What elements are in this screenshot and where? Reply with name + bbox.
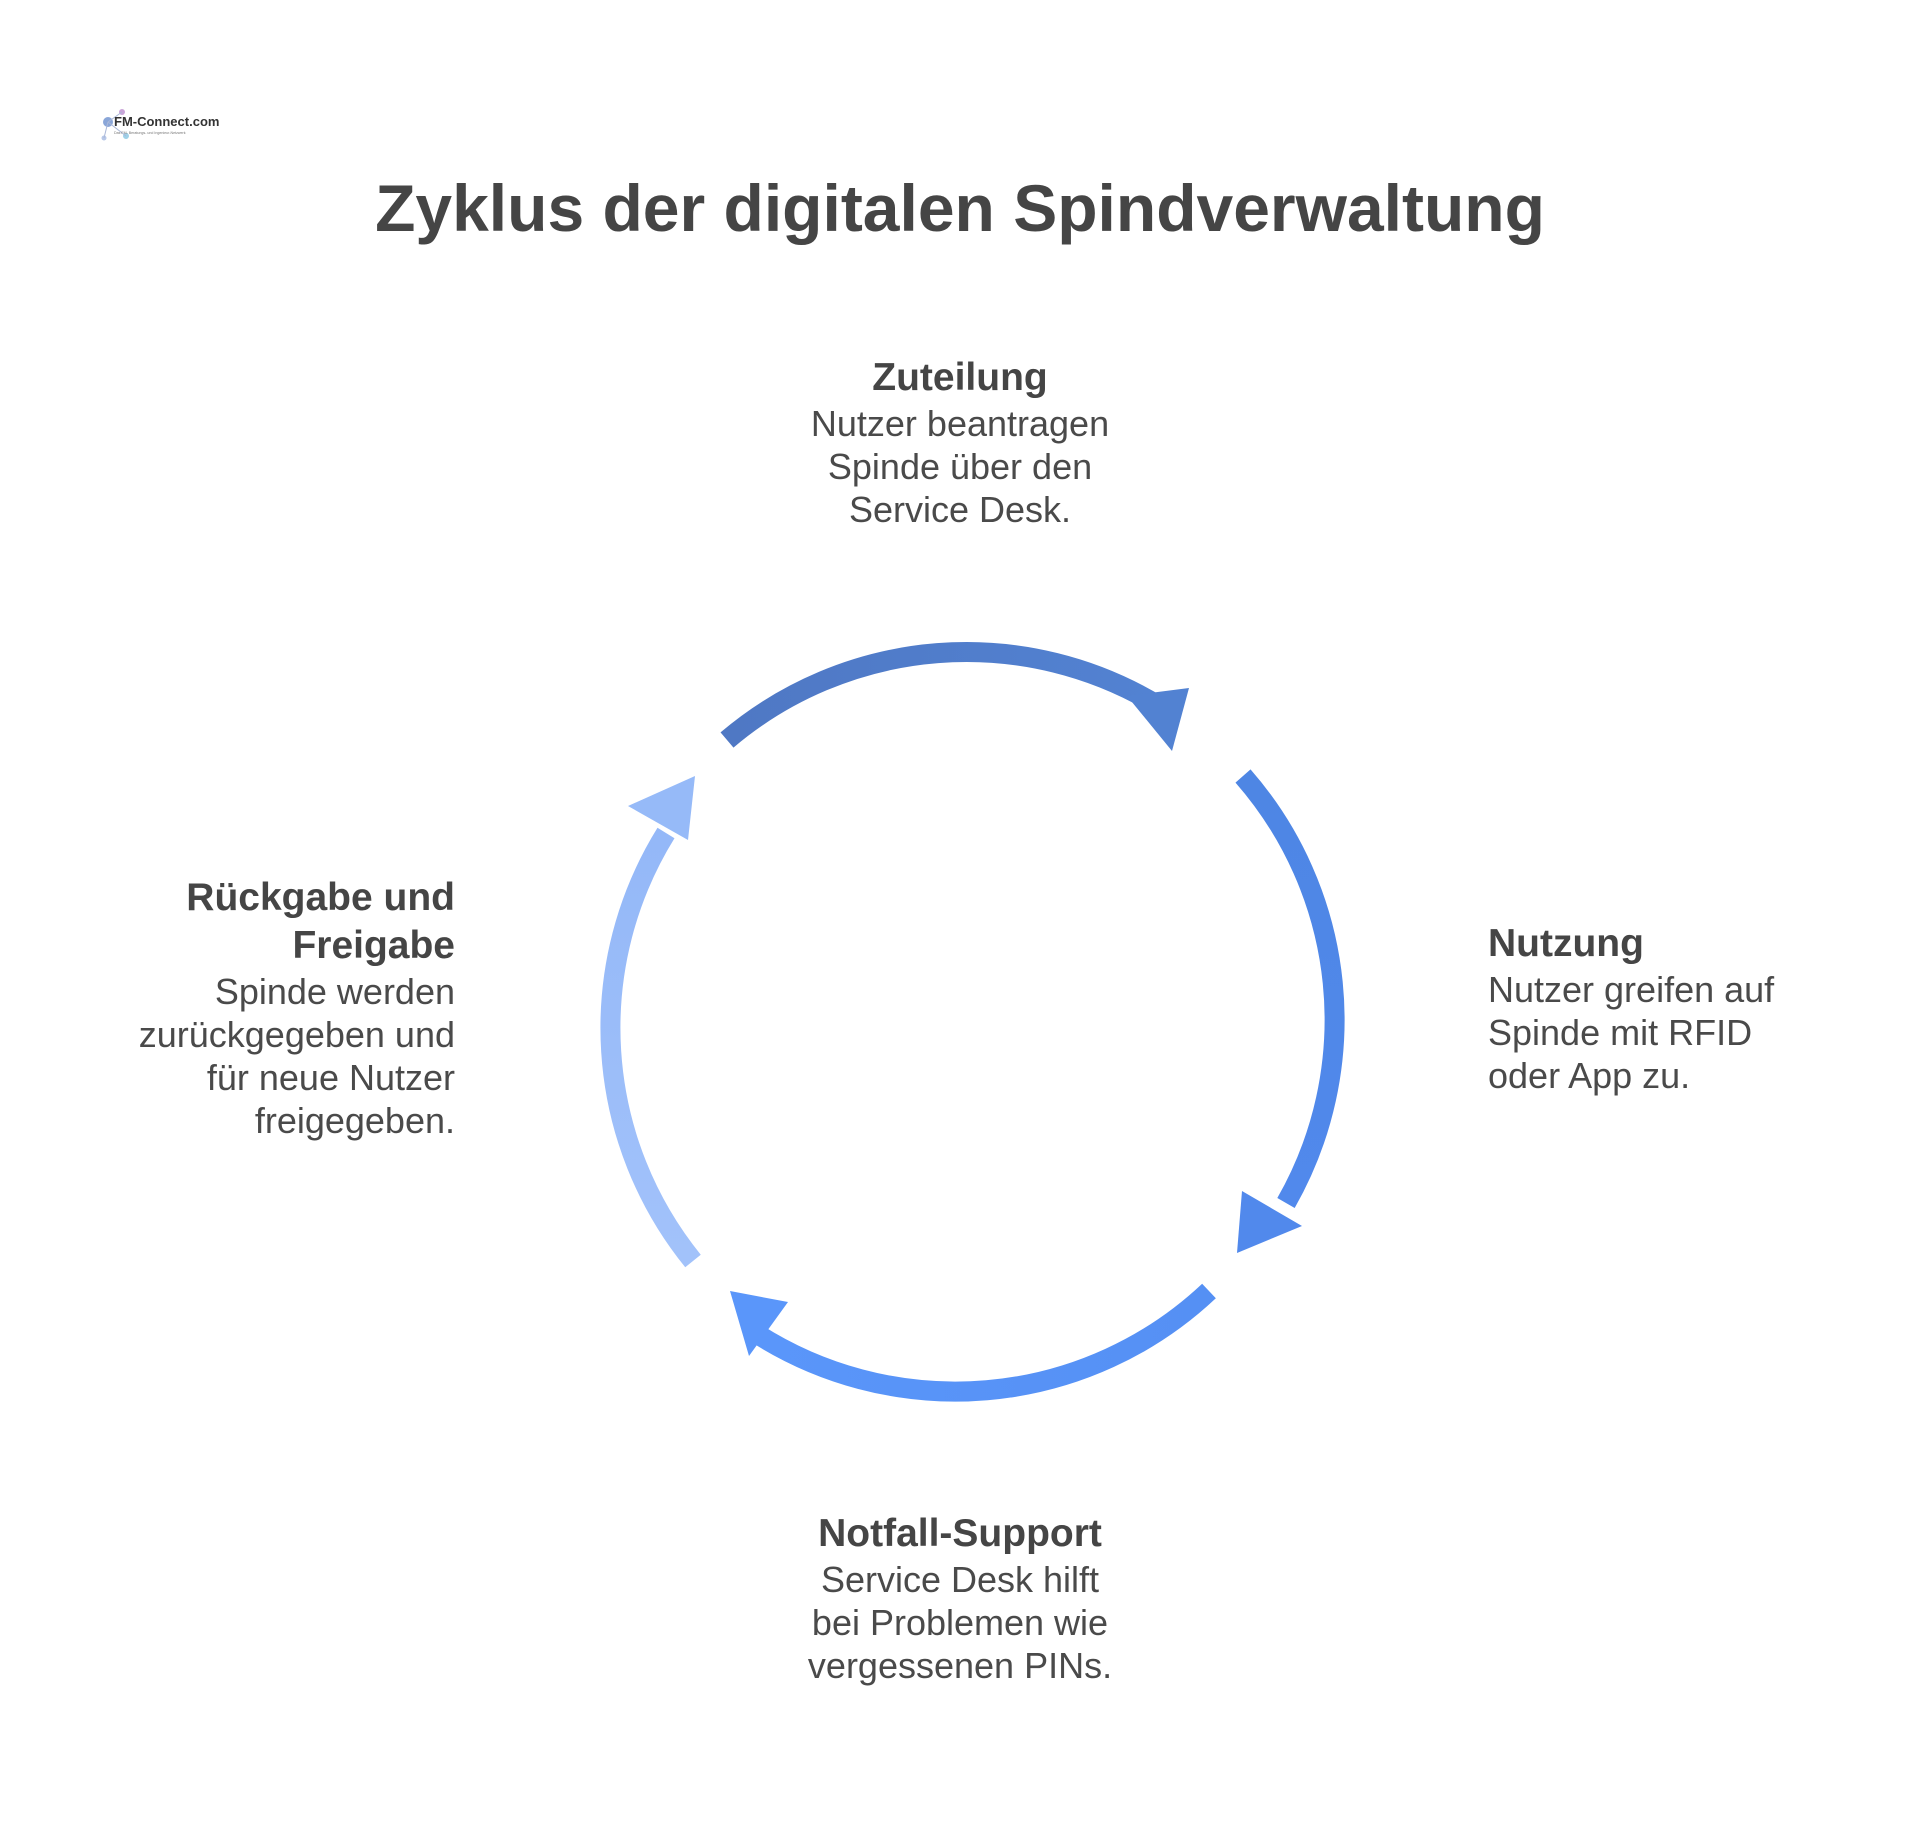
step-description: Service Desk hilft bei Problemen wie vergessenen PINs.	[807, 1559, 1113, 1686]
step-title: Notfall-Support	[818, 1512, 1102, 1555]
step-title: Zuteilung	[872, 356, 1048, 399]
step-title: Rückgabe und Freigabe	[186, 876, 455, 967]
arrow-rueckgabe-freigabe	[610, 776, 695, 1261]
step-description: Spinde werden zurückgegeben und für neue Nutzer freigegeben.	[138, 971, 455, 1141]
step-rueckgabe-freigabe	[60, 874, 455, 1142]
step-notfall-support	[780, 1510, 1140, 1687]
logo-text: FM-Connect.com	[114, 114, 220, 129]
step-nutzung	[1488, 920, 1828, 1097]
step-zuteilung	[790, 354, 1130, 531]
arrow-zuteilung	[727, 652, 1189, 751]
arrow-nutzung	[1237, 776, 1335, 1253]
step-description: Nutzer greifen auf Spinde mit RFID oder App zu.	[1488, 969, 1775, 1096]
diagram-title: Zyklus der digitalen Spindverwaltung	[375, 171, 1545, 245]
step-title: Nutzung	[1488, 922, 1644, 965]
step-description: Nutzer beantragen Spinde über den Service Desk.	[810, 403, 1110, 530]
logo-tagline: Das FM- Beratungs- und Ingenieur-Netzwerk	[114, 131, 186, 135]
arrow-notfall-support	[730, 1291, 1209, 1392]
